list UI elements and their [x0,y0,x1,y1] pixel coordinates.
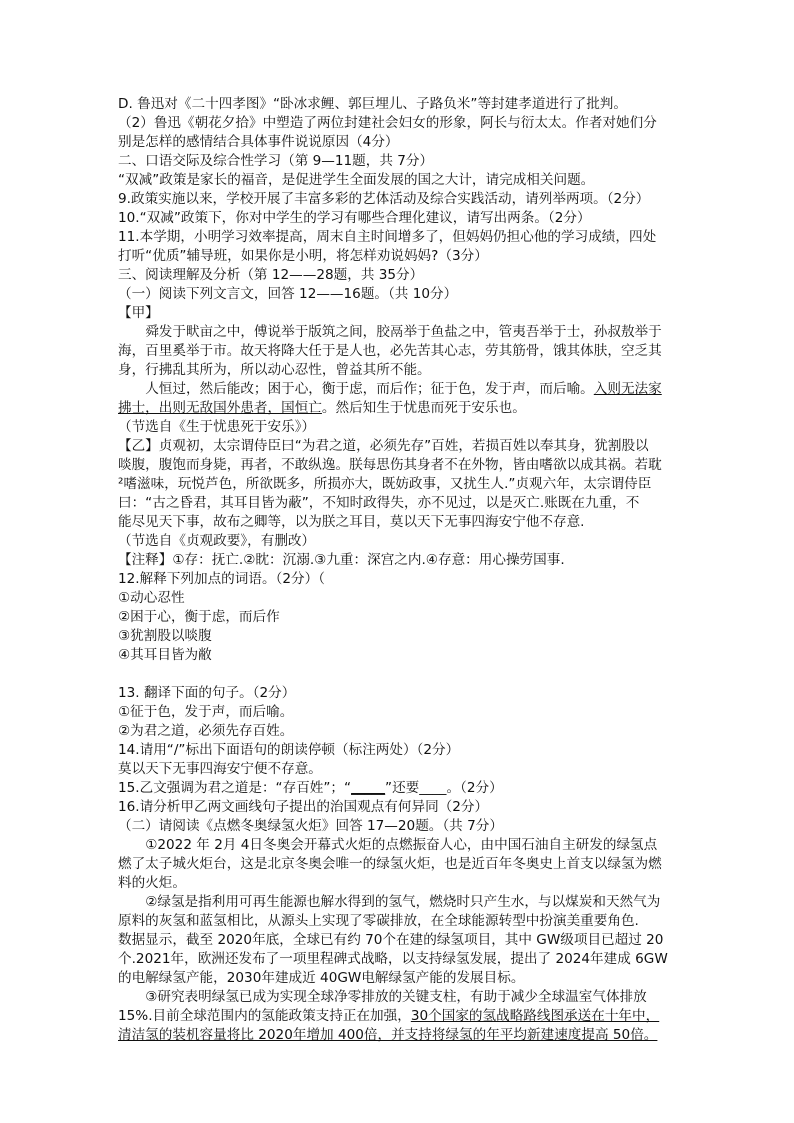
line-text: ²嗜滋味，玩悦芦色，所欲既多，所损亦大，既妨政事，又扰生人.”贞观六年，太宗谓侍臣 [118,476,652,492]
line-text: 的电解绿氢产能，2030年建成近 40GW电解绿氢产能的发展目标。 [118,970,525,986]
line-text: （2）鲁迅《朝花夕拾》中塑造了两位封建社会妇女的形象，阿长与衍太太。作者对她们分 [118,115,657,131]
line-text: 14.请用“/”标出下面语句的朗读停顿（标注两处）（2分） [118,742,460,758]
line-text: ②绿氢是指利用可再生能源也解水得到的氢气，燃烧时只产生水，与以煤炭和天然气为 [145,894,661,910]
text-line [118,1007,680,1026]
text-line [118,494,680,513]
line-text: ①征于色，发于声，而后喻。 [118,704,294,720]
blank-line [118,665,680,684]
line-text: 啖腹，腹饱而身毙，再者，不敢纵逸。朕每思伤其身者不在外物，皆由嗜欲以成其祸。若耽 [118,457,662,473]
text-line [118,817,680,836]
text-line [118,380,680,399]
text-line [118,798,680,817]
line-text: 燃了太子城火炬台，这是北京冬奥会唯一的绿氢火炬，也是近百年冬奥史上首支以绿氢为燃 [118,856,662,872]
line-text: 莫以天下无事四海安宁便不存意。 [118,761,322,777]
text-line [118,247,680,266]
text-line [118,209,680,228]
line-text: 【甲】 [118,305,159,321]
line-text-tail: 。然后知生于忧患而死于安乐也。 [321,400,526,416]
text-line [118,342,680,361]
text-line [118,969,680,988]
text-line [118,551,680,570]
line-text: 原料的灰氢和蓝氢相比，从源头上实现了零碳排放，在全球能源转型中扮演美重要角色. [118,913,639,929]
text-line [118,532,680,551]
line-text: 10.“双减”政策下，你对中学生的学习有哪些合理化建议，请写出两条。（2分） [118,210,591,226]
underlined-text: 清洁氢的装机容量将比 2020年增加 400倍，并支持将绿氢的年平均新建速度提高 50倍。 [118,1027,658,1043]
text-line [118,285,680,304]
line-text: 别是怎样的感情结合具体事件说说原因（4分） [118,134,399,150]
text-line [118,931,680,950]
text-line [118,133,680,152]
text-line [118,114,680,133]
text-line [118,323,680,342]
line-text: 料的火炬。 [118,875,186,891]
underlined-text: _____ [351,780,386,796]
line-text: 三、阅读理解及分析（第 12——28题，共 35分） [118,267,424,283]
line-text: 9.政策实施以来，学校开展了丰富多彩的艺体活动及综合实践活动，请列举两项。（2分） [118,191,650,207]
text-line [118,475,680,494]
line-text: ①2022 年 2月 4日冬奥会开幕式火炬的点燃振奋人心，由中国石油自主研发的绿氢点 [145,837,658,853]
underlined-text: 30个国家的氢战略路线图承送在十年中， [410,1008,660,1024]
line-text: （一）阅读下列文言文，回答 12——16题。（共 10分） [118,286,458,302]
line-text: D. 鲁迅对《二十四孝图》“卧冰求鲤、郭巨埋儿、子路负米”等封建孝道进行了批判。 [118,96,627,112]
text-line [118,874,680,893]
text-line [118,627,680,646]
line-text-tail: ”还要____。（2分） [385,780,503,796]
text-line [118,190,680,209]
line-text: ③犹割股以啖腹 [118,628,212,644]
text-line [118,152,680,171]
text-line [118,513,680,532]
line-text: 个.2021年，欧洲还发布了一项里程碑式战略，以支持绿氢发展，提出了 2024年建成 6GW [118,951,668,967]
text-line [118,304,680,323]
line-text: 数据显示，截至 2020年底，全球已有约 70个在建的绿氢项目，其中 GW级项目已超过 20 [118,932,664,948]
line-text: 【注释】①存：抚亡.②眈：沉溺.③九重：深宫之内.④存意：用心操劳国事. [118,552,565,568]
text-line [118,95,680,114]
text-line [118,722,680,741]
text-line [118,228,680,247]
text-line [118,836,680,855]
line-text: 【乙】贞观初，太宗谓侍臣曰“为君之道，必须先存”百姓，若损百姓以奉其身，犹割股以 [118,438,649,454]
line-text: （节选自《生于忧患死于安乐》） [118,419,316,435]
line-text: 16.请分析甲乙两文画线句子提出的治国观点有何异同（2分） [118,799,489,815]
line-text: 11.本学期，小明学习效率提高，周末自主时间增多了，但妈妈仍担心他的学习成绩，四处 [118,229,657,245]
line-text: 曰：“古之昏君，其耳目皆为蔽”，不知时政得失，亦不见过，以是灭亡.账既在九重，不 [118,495,640,511]
line-text: ②为君之道，必须先存百姓。 [118,723,294,739]
text-line [118,950,680,969]
text-line [118,361,680,380]
line-text: ①动心忍性 [118,590,185,606]
text-line [118,855,680,874]
text-line [118,266,680,285]
line-text: 15.乙文强调为君之道是：“存百姓”；“ [118,780,352,796]
line-text: ④其耳目皆为敝 [118,647,212,663]
text-line [118,399,680,418]
underlined-text: 拂士，出则无敌国外患者，国恒亡 [118,400,322,416]
line-text: 13. 翻译下面的句子。（2分） [118,685,296,701]
line-text: 二、口语交际及综合性学习（第 9—11题，共 7分） [118,153,434,169]
line-text: “双减”政策是家长的福音，是促进学生全面发展的国之大计，请完成相关问题。 [118,172,595,188]
line-text: ②困于心，衡于虑，而后作 [118,609,280,625]
text-line [118,703,680,722]
line-text: 12.解释下列加点的词语。（2分）（ [118,571,325,587]
line-text: 能尽见天下事，故布之卿等，以为朕之耳目，莫以天下无事四海安宁他不存意. [118,514,585,530]
line-text: 舜发于畎亩之中，傅说举于版筑之间，胶鬲举于鱼盐之中，管夷吾举于士，孙叔敖举于 [145,324,662,340]
text-line [118,779,680,798]
line-text: ③研究表明绿氢已成为实现全球净零排放的关键支柱，有助于减少全球温室气体排放 [145,989,647,1005]
line-text: （二）请阅读《点燃冬奥绿氢火炬》回答 17—20题。（共 7分） [118,818,503,834]
text-line [118,988,680,1007]
text-line [118,171,680,190]
text-line [118,646,680,665]
text-line [118,456,680,475]
text-line [118,608,680,627]
text-line [118,1026,680,1045]
underlined-text: 入则无法家 [593,381,662,397]
line-text: 人恒过，然后能改；困于心，衡于虑，而后作；征于色，发于声，而后喻。 [145,381,594,397]
text-line [118,418,680,437]
line-text: 打听“优质”辅导班，如果你是小明，将怎样劝说妈妈?（3分） [118,248,488,264]
line-text: （节选自《贞观政要》，有删改） [118,533,316,549]
text-line [118,893,680,912]
text-line [118,570,680,589]
text-line [118,684,680,703]
text-line [118,741,680,760]
line-text: 15%.目前全球范围内的氢能政策支持正在加强， [118,1008,411,1024]
text-line [118,760,680,779]
line-text: 海，百里奚举于市。故天将降大任于是人也，必先苦其心志，劳其筋骨，饿其体肤，空乏其 [118,343,662,359]
text-line [118,912,680,931]
text-line [118,589,680,608]
exam-page [118,95,680,1045]
line-text: 身，行拂乱其所为，所以动心忍性，曾益其所不能。 [118,362,431,378]
text-line [118,437,680,456]
